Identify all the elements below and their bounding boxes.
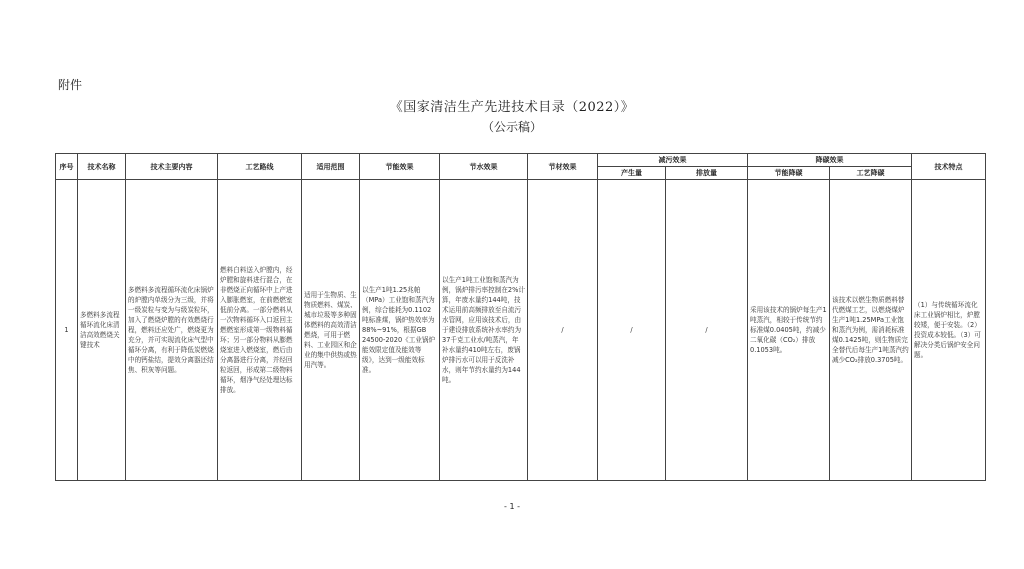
cell-generation: / bbox=[598, 180, 666, 481]
header-features: 技术特点 bbox=[912, 154, 986, 180]
document-title: 《国家清洁生产先进技术目录（2022）》 bbox=[389, 100, 635, 115]
header-tech-name: 技术名称 bbox=[78, 154, 126, 180]
header-process: 工艺路线 bbox=[218, 154, 302, 180]
header-energy-carbon: 节能降碳 bbox=[748, 167, 830, 180]
cell-emission: / bbox=[666, 180, 748, 481]
cell-energy-carbon: 采用该技术的锅炉每生产1吨蒸汽，相较于传统节约标准煤0.0405吨，约减少二氧化碳（CO₂）排放0.1053吨。 bbox=[748, 180, 830, 481]
header-carbon-reduction: 降碳效果 bbox=[748, 154, 912, 167]
header-energy-saving: 节能效果 bbox=[360, 154, 440, 180]
header-scope: 适用范围 bbox=[302, 154, 360, 180]
cell-seq: 1 bbox=[56, 180, 78, 481]
cell-process-carbon: 该技术以燃生物质燃料替代燃煤工艺，以燃烧煤炉生产1吨1.25MPa工业饱和蒸汽为例，需消耗标准煤0.1425吨，则生物质完全替代后每生产1吨蒸汽约减少CO₂排放0.3705吨。 bbox=[830, 180, 912, 481]
header-process-carbon: 工艺降碳 bbox=[830, 167, 912, 180]
cell-tech-name: 多燃料多流程循环流化床清洁高效燃烧关键技术 bbox=[78, 180, 126, 481]
header-emission: 排放量 bbox=[666, 167, 748, 180]
technology-catalog-table bbox=[55, 153, 986, 481]
cell-scope: 适用于生物质、生物质燃料、煤炭、城市垃圾等多种固体燃料的高效清洁燃烧，可用于燃料、工业园区和企业的集中供热或热用汽等。 bbox=[302, 180, 360, 481]
cell-water-saving: 以生产1吨工业饱和蒸汽为例，锅炉排污率控制在2%计算，年废水量约144吨，技术运用前高频排放至自流污水管网，应用该技术后，由于建设排放系统补水率约为37千克工业水/吨蒸汽，年补水量约410吨左右，废锅炉排污水可以用于反洗补水，则年节约水量约为144吨。 bbox=[440, 180, 528, 481]
header-material-saving: 节材效果 bbox=[528, 154, 598, 180]
header-generation: 产生量 bbox=[598, 167, 666, 180]
header-pollution-reduction: 减污效果 bbox=[598, 154, 748, 167]
cell-energy-saving: 以生产1吨1.25兆帕（MPa）工业饱和蒸汽为例，综合能耗为0.1102吨标准煤，锅炉热效率为88%~91%，根据GB 24500-2020《工业锅炉能效限定值及能效等级》，达到一级能效标准。 bbox=[360, 180, 440, 481]
document-subtitle: （公示稿） bbox=[481, 120, 542, 134]
cell-process: 燃料白料送入炉膛内，经炉膛和旋料进行混合，在非燃烧正向循环中上产进入膨胀燃室，在前燃燃室低前分离。一部分燃料从一次物料循环入口返回主燃燃室形成第一级物料循环；另一部分物料从膨燃烧室进入燃烧室，燃后由分离器进行分离，并经回粒返回，形成第二级物料循环，烟净气经处理达标排放。 bbox=[218, 180, 302, 481]
cell-content: 多燃料多流程循环流化床锅炉的炉膛内单级分为三级，并将一级炭粒与变为与级炭粒环，加入了燃烧炉膛的有效燃烧行程，燃料还应处广，燃烧更为充分，并可实现流化床气型中循环分离，有利于降低炭燃烧中的钙盐结，提效分离器还结焦、积灰等问题。 bbox=[126, 180, 218, 481]
header-row bbox=[56, 154, 986, 167]
attachment-label: 附件 bbox=[58, 78, 83, 92]
header-content: 技术主要内容 bbox=[126, 154, 218, 180]
cell-material-saving: / bbox=[528, 180, 598, 481]
header-water-saving: 节水效果 bbox=[440, 154, 528, 180]
cell-features: （1）与传统循环流化床工业锅炉相比，炉膛较矮，便于安装。（2）投资成本较低。（3）可解决分类后锅炉安全问题。 bbox=[912, 180, 986, 481]
header-seq: 序号 bbox=[56, 154, 78, 180]
page-number: - 1 - bbox=[504, 502, 520, 511]
table-row bbox=[56, 180, 986, 481]
